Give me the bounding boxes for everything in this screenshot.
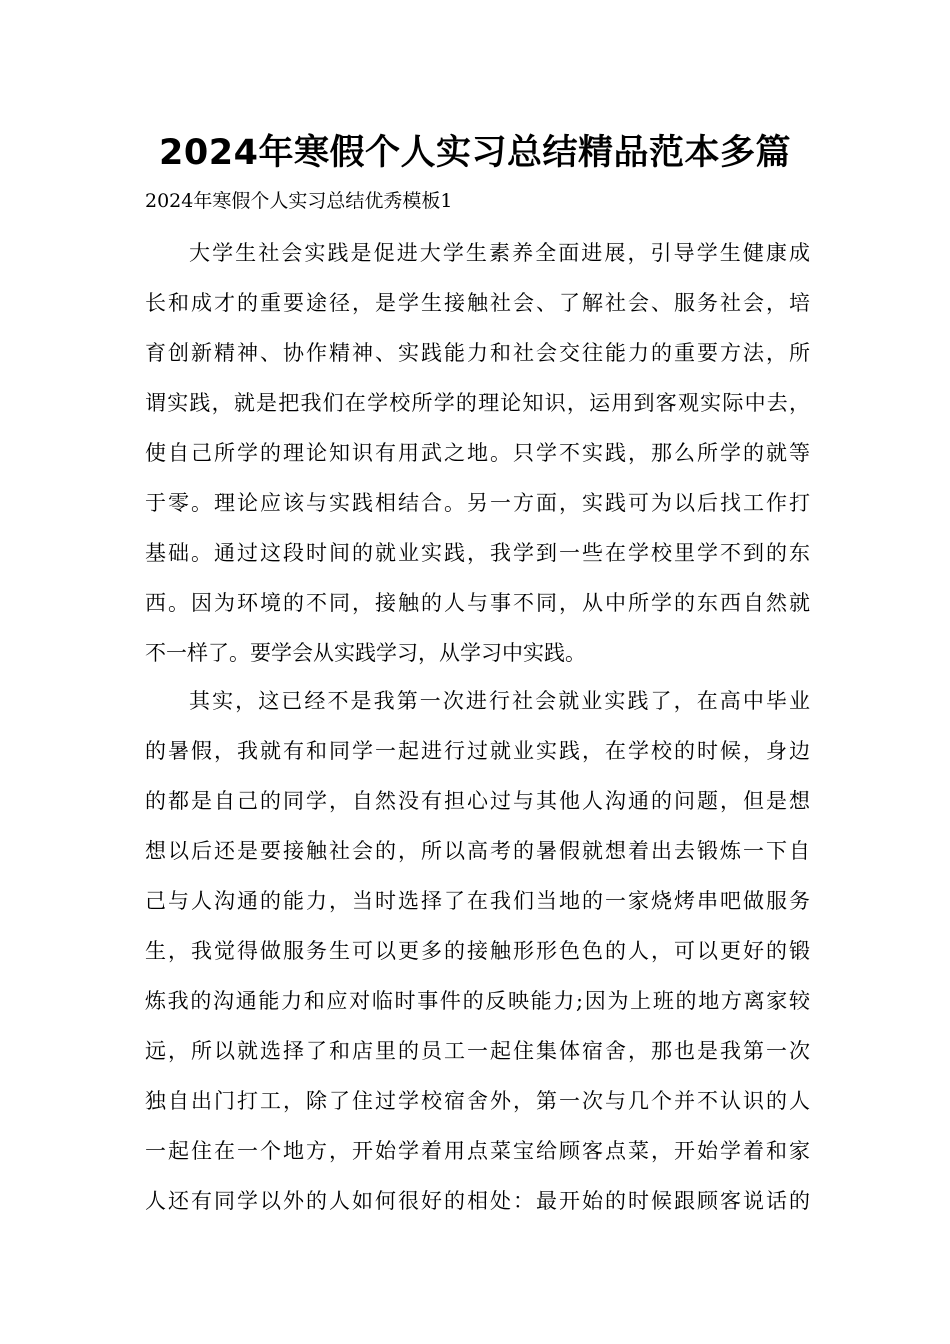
- paragraph-1: [145, 228, 810, 678]
- paragraph-line: 基础。通过这段时间的就业实践，我学到一些在学校里学不到的东: [145, 541, 810, 565]
- paragraph-line: 长和成才的重要途径，是学生接触社会、了解社会、服务社会，培: [145, 291, 810, 315]
- paragraph-line: 使自己所学的理论知识有用武之地。只学不实践，那么所学的就等: [145, 441, 810, 465]
- paragraph-line: 大学生社会实践是促进大学生素养全面进展，引导学生健康成: [189, 241, 810, 265]
- paragraph-line: 的暑假，我就有和同学一起进行过就业实践，在学校的时候，身边: [145, 739, 810, 763]
- document-title: 2024年寒假个人实习总结精品范本多篇: [159, 133, 791, 173]
- document-subtitle: 2024年寒假个人实习总结优秀模板1: [145, 190, 453, 212]
- paragraph-line: 不一样了。要学会从实践学习，从学习中实践。: [145, 641, 586, 665]
- paragraph-line: 的都是自己的同学，自然没有担心过与其他人沟通的问题，但是想: [145, 789, 810, 813]
- paragraph-line: 人还有同学以外的人如何很好的相处：最开始的时候跟顾客说话的: [145, 1189, 810, 1213]
- paragraph-line: 己与人沟通的能力，当时选择了在我们当地的一家烧烤串吧做服务: [145, 889, 810, 913]
- paragraph-line: 独自出门打工，除了住过学校宿舍外，第一次与几个并不认识的人: [145, 1089, 810, 1113]
- paragraph-line: 西。因为环境的不同，接触的人与事不同，从中所学的东西自然就: [145, 591, 810, 615]
- paragraph-line: 其实，这已经不是我第一次进行社会就业实践了，在高中毕业: [189, 689, 810, 713]
- paragraph-line: 育创新精神、协作精神、实践能力和社会交往能力的重要方法，所: [145, 341, 810, 365]
- paragraph-line: 远，所以就选择了和店里的员工一起住集体宿舍，那也是我第一次: [145, 1039, 810, 1063]
- paragraph-2: [145, 676, 810, 1226]
- paragraph-line: 谓实践，就是把我们在学校所学的理论知识，运用到客观实际中去，: [145, 391, 810, 415]
- paragraph-line: 生，我觉得做服务生可以更多的接触形形色色的人，可以更好的锻: [145, 939, 810, 963]
- paragraph-line: 一起住在一个地方，开始学着用点菜宝给顾客点菜，开始学着和家: [145, 1139, 810, 1163]
- paragraph-line: 炼我的沟通能力和应对临时事件的反映能力;因为上班的地方离家较: [145, 989, 810, 1013]
- paragraph-line: 想以后还是要接触社会的，所以高考的暑假就想着出去锻炼一下自: [145, 839, 810, 863]
- paragraph-line: 于零。理论应该与实践相结合。另一方面，实践可为以后找工作打: [145, 491, 810, 515]
